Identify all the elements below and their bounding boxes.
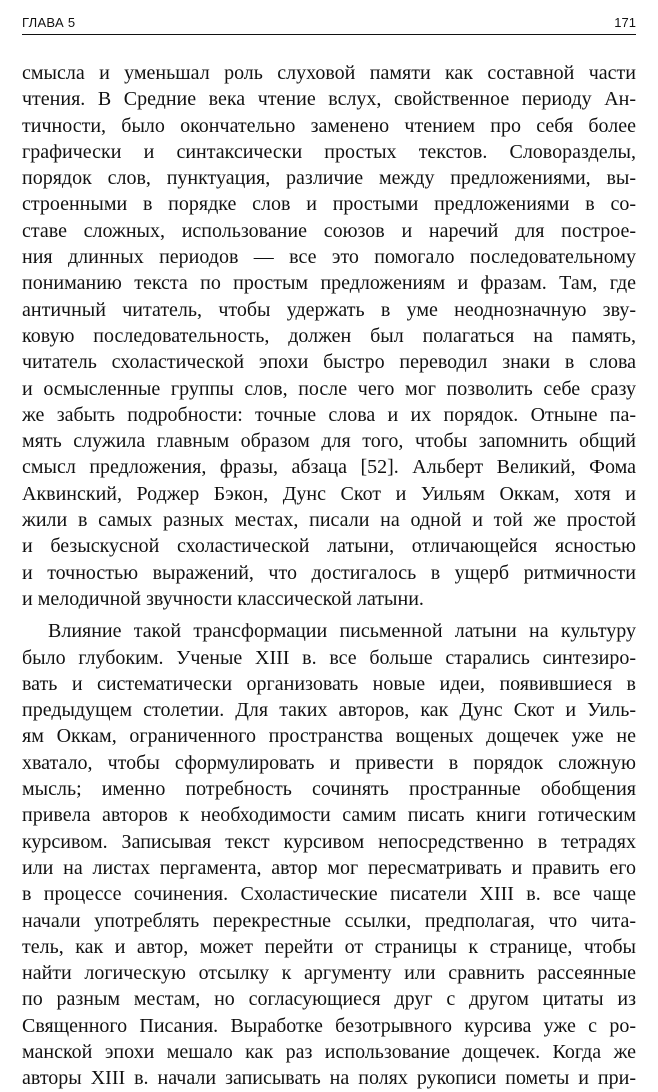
text-line: Священного Писания. Выработке безотрывного курсива уже с ро- — [22, 1014, 636, 1037]
text-line: пониманию текста по простым предложениям и фразам. Там, где — [22, 272, 636, 295]
text-line: вать и систематически организовать новые идеи, появившиеся в — [22, 672, 636, 695]
text-line: же забыть подробности: точные слова и их порядок. Отныне па- — [22, 403, 636, 426]
paragraph-2 — [22, 618, 636, 1091]
chapter-title: ГЛАВА 5 — [22, 15, 76, 30]
text-line: смысл предложения, фразы, абзаца [52]. Альберт Великий, Фома — [22, 456, 636, 479]
text-line: ния длинных периодов — все это помогало последовательному — [22, 246, 636, 269]
text-line: было глубоким. Ученые XIII в. все больше старались синтезиро- — [22, 646, 636, 669]
text-line: мысль; именно потребность сочинять пространные обобщения — [22, 778, 636, 801]
text-line: по разным местам, но согласующиеся друг с другом цитаты из — [22, 988, 636, 1011]
text-line: смысла и уменьшал роль слуховой памяти как составной части — [22, 62, 636, 84]
paragraph-1 — [22, 60, 636, 612]
text-line: начали употреблять перекрестные ссылки, предполагая, что чита- — [22, 909, 636, 932]
text-line: Влияние такой трансформации письменной латыни на культуру — [48, 620, 636, 643]
text-line: найти логическую отсылку к аргументу или сравнить рассеянные — [22, 962, 636, 985]
text-line: тичности, было окончательно заменено чтением про себя более — [22, 114, 636, 137]
text-line: и мелодичной звучности классической латыни. — [22, 587, 424, 610]
text-line: манской эпохи мешало как раз использование дощечек. Когда же — [22, 1040, 636, 1063]
text-line: читатель схоластической эпохи быстро переводил знаки в слова — [22, 351, 636, 374]
text-line: или на листах пергамента, автор мог пересматривать и править его — [22, 856, 636, 879]
text-line: ставе сложных, использование союзов и наречий для построе- — [22, 219, 636, 242]
text-line: и безыскусной схоластической латыни, отличающейся ясностью — [22, 535, 636, 558]
text-line: хватало, чтобы сформулировать и привести в порядок сложную — [22, 751, 636, 774]
body-text — [22, 60, 636, 1092]
text-line: Аквинский, Роджер Бэкон, Дунс Скот и Уильям Оккам, хотя и — [22, 482, 636, 505]
text-line: античный читатель, чтобы удержать в уме неоднозначную зву- — [22, 298, 636, 321]
text-line: ковую последовательность, должен был полагаться на память, — [22, 324, 636, 347]
text-line: привела авторов к необходимости самим писать книги готическим — [22, 804, 636, 827]
running-header — [22, 12, 636, 35]
text-line: жили в самых разных местах, писали на одной и той же простой — [22, 509, 636, 532]
text-line: предыдущем столетии. Для таких авторов, как Дунс Скот и Уиль- — [22, 699, 636, 722]
text-line: и точностью выражений, что достигалось в ущерб ритмичности — [22, 561, 636, 584]
text-line: и осмысленные группы слов, после чего мог позволить себе сразу — [22, 377, 636, 400]
text-line: тель, как и автор, может перейти от страницы к странице, чтобы — [22, 935, 636, 958]
text-line: ям Оккам, ограниченного пространства вощеных дощечек уже не — [22, 725, 636, 748]
text-line: графически и синтаксически простых текстов. Словоразделы, — [22, 140, 636, 163]
text-line: в процессе сочинения. Схоластические писатели XIII в. все чаще — [22, 883, 636, 906]
text-line: строенными в порядке слов и простыми предложениями в со- — [22, 193, 636, 216]
text-line: порядок слов, пунктуация, различие между предложениями, вы- — [22, 167, 636, 190]
text-line: авторы XIII в. начали записывать на полях рукописи пометы и при- — [22, 1067, 636, 1090]
text-line: чтения. В Средние века чтение вслух, свойственное периоду Ан- — [22, 88, 636, 111]
page-number: 171 — [614, 15, 636, 30]
text-line: курсивом. Записывая текст курсивом непосредственно в тетрадях — [22, 830, 636, 853]
text-line: мять служила главным образом для того, чтобы запомнить общий — [22, 430, 636, 453]
